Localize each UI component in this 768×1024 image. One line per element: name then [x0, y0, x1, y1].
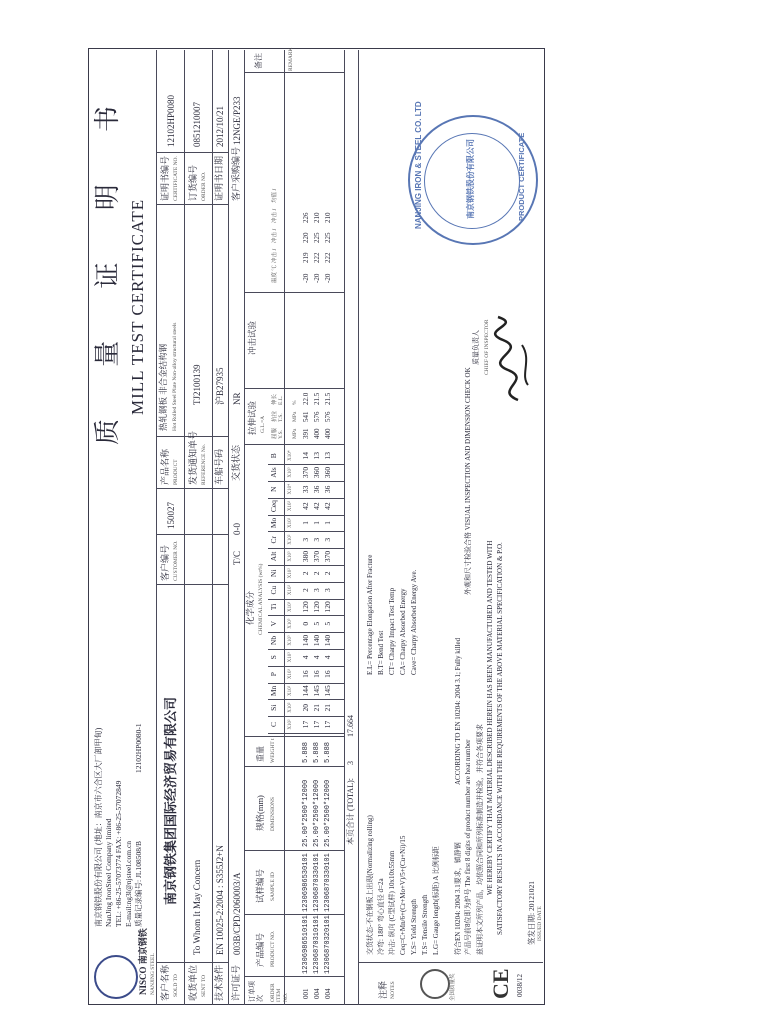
chem-value: 42 — [323, 502, 332, 510]
row-sample: 12306870330101 — [324, 853, 332, 912]
row-weight: 5.888 — [302, 741, 310, 763]
chem-value: 21 — [323, 703, 332, 712]
chem-value: 4 — [312, 655, 321, 660]
customer-no-label-en: CUSTOMER NO. — [173, 540, 179, 581]
row-ys: 391 — [302, 428, 310, 439]
approval-label: 许可证号 — [231, 964, 241, 1001]
row-impact-value: 226 — [302, 212, 310, 223]
chem-unit-header: X10² — [288, 719, 293, 730]
tensile-col-header: 伸长 E.L. — [272, 393, 285, 405]
logo-text: NISCO 南京钢铁 — [138, 928, 148, 995]
chem-unit-header: X10³ — [288, 669, 293, 680]
company-stamp-icon — [408, 101, 538, 245]
mill-test-certificate — [88, 45, 548, 1005]
row-impact-temp: -20 — [313, 273, 321, 283]
row-impact-value: 225 — [313, 232, 321, 243]
notes-label-en: NOTES — [390, 981, 396, 999]
chem-value: 120 — [301, 601, 310, 613]
product-no-label-en: PRODUCT NO. — [270, 930, 276, 967]
note-line: B.T= Bend Test — [377, 630, 385, 675]
sent-to-label-en: SENT TO — [201, 974, 207, 997]
impact-col-header: 冲击 J — [272, 248, 278, 263]
delivery-value: NR — [232, 392, 242, 405]
company-address: 南京钢铁股份有限公司 (地址：南京市六合区大厂卸甲甸) — [94, 727, 103, 927]
item-label-en: ORDER ITEM NO. — [270, 983, 289, 1002]
impact-label: 冲击试验 — [247, 320, 257, 355]
row-impact-temp: -20 — [324, 273, 332, 283]
chem-unit-header: X10² — [288, 501, 293, 512]
order-label: 订货编号 — [188, 164, 198, 201]
customer-no-value: 150027 — [166, 502, 176, 529]
cert-no-label-en: CERTIFICATE NO. — [173, 156, 179, 201]
chem-value: 14 — [301, 451, 310, 460]
chem-value: 36 — [312, 485, 321, 494]
weight-label-en: WEIGHT t — [270, 738, 276, 763]
chem-element-header: Alt — [269, 551, 278, 562]
product-label: 产品名称 — [160, 448, 170, 485]
chem-value: 13 — [312, 451, 321, 460]
chem-unit-header: X10⁴ — [288, 450, 293, 461]
chem-value: 144 — [301, 685, 310, 697]
row-item: 001 — [302, 988, 310, 999]
chem-value: 17 — [301, 720, 310, 729]
tc-value: 0-0 — [232, 523, 242, 535]
chem-value: 21 — [312, 703, 321, 712]
sent-to-value: To Whom It May Concern — [192, 859, 202, 955]
chem-element-header: P — [269, 672, 278, 677]
chem-label: 化学成分 — [245, 590, 255, 625]
note-line: 冷弯: 180° 弯心直径 d=2a — [377, 878, 385, 955]
chem-value: 140 — [301, 634, 310, 647]
chem-value: 120 — [323, 601, 332, 613]
chem-value: 3 — [301, 537, 310, 542]
note-line: CA= Charpy Absorbed Energy — [399, 588, 407, 675]
chem-value: 370 — [323, 550, 332, 563]
chem-unit-header: X10⁴ — [288, 484, 293, 495]
tensile-col-header: 抗拉 T.S. — [272, 410, 285, 422]
chem-value: 1 — [301, 521, 310, 525]
sold-to-value: 南京钢铁集团国际经济贸易有限公司 — [163, 696, 178, 905]
item-label: 订单项次 — [248, 981, 265, 1002]
chem-value: 5 — [323, 621, 332, 626]
chem-value: 360 — [312, 466, 321, 479]
dim-label-en: DIMENSIONS — [270, 797, 276, 831]
issue-value: 2012/10/21 — [215, 105, 225, 147]
chem-value: 36 — [323, 485, 332, 494]
note-line: L.G= Gauge length(标距) A 比例标距 — [432, 846, 440, 955]
row-impact-value: 222 — [313, 252, 321, 263]
chem-value: 17 — [312, 720, 321, 729]
chem-element-header: Nb — [269, 635, 278, 646]
lab-label: 全国质量奖 — [450, 973, 456, 1001]
chem-element-header: Mn — [269, 685, 278, 697]
chem-value: 370 — [312, 550, 321, 563]
chem-unit-header: X10² — [288, 534, 293, 545]
issued-date: 签发日期: 20121021 — [527, 881, 536, 945]
note-line: CT= Charpy Impact Test Temp — [388, 587, 396, 675]
chem-element-header: Ni — [269, 569, 278, 578]
row-product-no: 12306870320101 — [324, 915, 332, 974]
remark-label: 备注 — [254, 53, 263, 69]
spec-label: 技术条件 — [214, 964, 224, 1001]
chem-value: 370 — [301, 466, 310, 479]
chem-value: 4 — [323, 655, 332, 660]
row-el: 21.5 — [324, 392, 332, 405]
chem-element-header: N — [269, 486, 278, 493]
row-weight: 5.888 — [313, 741, 321, 763]
ce-number: 0038/12 — [516, 974, 524, 997]
cert-no-label: 证明书编号 — [160, 155, 170, 201]
row-el: 21.5 — [313, 392, 321, 405]
stamp-text: NANJING IRON & STEEL CO. LTD — [414, 101, 423, 229]
chem-unit-header: X10³ — [288, 551, 293, 562]
ref-value: TJ2100139 — [192, 364, 202, 405]
product-value: 热轧钢板 非合金结构钢 — [158, 343, 168, 431]
chem-element-header: V — [269, 621, 278, 627]
chem-element-header: Ti — [269, 603, 278, 611]
chem-value: 1 — [323, 521, 332, 525]
tensile-label-en: G.L.=A — [260, 415, 266, 433]
chem-value: 3 — [323, 537, 332, 542]
inspector-label-en: CHIEF OF INSPECTOR — [484, 319, 490, 375]
chem-unit-header: X10³ — [288, 635, 293, 646]
customer-contract-value: 12NGE/P233 — [232, 96, 242, 145]
company-tel: TEL: +86-25-57073774 FAX: +86-25-57072849 — [114, 780, 123, 927]
chem-value: 20 — [301, 703, 310, 712]
impact-col-header: 温度 ℃ — [272, 265, 278, 283]
chem-unit-header: X10² — [288, 585, 293, 596]
cert-no-value: 12102HP0080 — [166, 94, 176, 147]
chem-unit-header: X10³ — [288, 618, 293, 629]
chem-value: 145 — [312, 685, 321, 697]
chem-value: 16 — [323, 670, 332, 678]
notes-label: 注释 — [378, 980, 388, 999]
issue-label: 证明书日期 — [214, 155, 224, 201]
row-ts: 541 — [302, 411, 310, 422]
note-line: Y.S= Yield Strength — [410, 899, 418, 955]
chem-unit-header: X10² — [288, 568, 293, 579]
row-impact-value: 219 — [302, 252, 310, 263]
tensile-label: 拉伸试验 — [247, 400, 257, 435]
tc-label: T/C — [232, 550, 242, 565]
title-cn: 质 量 证 明 书 — [93, 83, 123, 445]
chem-value: 4 — [301, 655, 310, 660]
row-weight: 5.888 — [324, 741, 332, 763]
inspect-note: 外观和尺寸检验合格 VISUAL INSPECTION AND DIMENSION CHECK OK — [464, 367, 472, 595]
chem-element-header: Cu — [269, 585, 278, 595]
heat-no-note: 产品号前8位即为炉号 The first 8 digits of product number are heat number — [464, 739, 472, 955]
tensile-unit: MPa — [292, 411, 298, 422]
chem-value: 3 — [323, 588, 332, 592]
chem-value: 42 — [312, 502, 321, 510]
chem-value: 0 — [301, 621, 310, 626]
ref-label-en: REFERENCE No. — [201, 444, 207, 485]
product-no-label: 产品编号 — [255, 932, 265, 967]
note-line: Ceq=C+Mn/6+(Cr+Mo+V)/5+(Cu+Ni)/15 — [399, 835, 407, 955]
order-value: 0851210007 — [192, 102, 202, 147]
chem-unit-header: X10² — [288, 517, 293, 528]
remark-label-en: REMARK — [288, 47, 294, 71]
logo-sub: NANJING STEEL — [150, 953, 156, 995]
row-ys: 400 — [313, 428, 321, 439]
train-label: 车船号码 — [214, 448, 224, 485]
spec-value: EN 10025-2:2004 : S355J2+N — [215, 845, 225, 955]
total-label: 本页合计 (TOTAL): — [346, 778, 355, 845]
chem-element-header: Mo — [269, 517, 278, 529]
row-ts: 576 — [313, 411, 321, 422]
note-line: 冲击: 纵向 (C型试样) 10x10x55mm — [388, 850, 396, 955]
note-line: 交货状态-不在钢板上出现(Normalizing rolling) — [366, 815, 374, 955]
note-line: Cave= Charpy Absorbed Energy Ave. — [410, 569, 418, 675]
chem-unit-header: X10³ — [288, 652, 293, 663]
row-ys: 400 — [324, 428, 332, 439]
tensile-unit: MPa — [292, 428, 298, 439]
chem-value: 42 — [301, 502, 310, 510]
train-value: 沪B27935 — [215, 367, 225, 405]
chem-unit-header: X10³ — [288, 467, 293, 478]
issued-date-en: ISSUED DATE — [537, 906, 543, 941]
order-label-en: ORDER NO. — [201, 171, 207, 201]
approval-value: 003B/CPD/2060003/A — [232, 872, 242, 955]
cert-code: 12102HP0080-1 — [134, 723, 143, 773]
row-impact-value: 225 — [324, 232, 332, 243]
ref-label: 发货通知单号 — [188, 430, 198, 485]
chem-element-header: Ceq — [269, 500, 278, 513]
impact-col-header: 均值 J — [272, 188, 278, 203]
total-weight: 17.664 — [346, 715, 355, 737]
product-value-en: Hot Rolled Steel Plate Non-alloy structural steels — [172, 322, 178, 431]
chem-value: 5 — [312, 621, 321, 626]
row-product-no: 12306870310101 — [313, 915, 321, 974]
ce-mark-icon: CE — [488, 968, 513, 999]
row-el: 22.0 — [302, 392, 310, 405]
chem-label-en: CHEMICAL ANALYSIS (wt%) — [258, 563, 264, 635]
chem-value: 17 — [323, 720, 332, 729]
stamp-bottom: PRODUCT CERTIFICATE — [517, 132, 526, 221]
customer-no-label: 客户编号 — [160, 544, 170, 581]
chem-value: 140 — [312, 634, 321, 647]
chem-value: 360 — [323, 466, 332, 479]
chem-unit-header: X10³ — [288, 601, 293, 612]
row-impact-value: 210 — [313, 212, 321, 223]
note-line: E.L= Percentage Elongation After Fracture — [366, 554, 374, 675]
chem-value: 1 — [312, 521, 321, 525]
tensile-unit: % — [292, 400, 298, 405]
chem-value: 145 — [323, 685, 332, 697]
chem-element-header: C — [269, 722, 278, 728]
certify-en-1: WE HEREBY CERTIFY THAT MATERIAL DESCRIBED HEREIN HAS BEEN MANUFACTURED AND TESTED WITH — [486, 540, 494, 895]
row-item: 004 — [324, 988, 332, 999]
note-line: T.S= Tensile Strength — [421, 894, 429, 955]
chem-value: 2 — [312, 571, 321, 576]
impact-col-header: 冲击 J — [272, 228, 278, 243]
company-name-en: NanJing IronSteel Company limited — [104, 818, 113, 927]
row-item: 004 — [313, 988, 321, 999]
chem-value: 33 — [301, 485, 310, 494]
weight-label: 重量 — [256, 746, 265, 762]
certify-cn: 兹证明本文所列产品，均依照合同和所列标准制造并检验，并符合各项要求 — [476, 724, 484, 955]
sample-label-en: SAMPLE ID — [270, 872, 276, 901]
tensile-col-header: 屈服 Y.S. — [272, 427, 285, 439]
chem-value: 13 — [323, 451, 332, 460]
chem-value: 2 — [301, 588, 310, 592]
chem-unit-header: X10² — [288, 702, 293, 713]
row-sample: 12306986530101 — [302, 853, 310, 912]
dim-label: 规格(mm) — [255, 795, 265, 831]
quality-award-icon — [420, 969, 450, 999]
total-count: 3 — [346, 761, 355, 765]
chem-value: 3 — [312, 588, 321, 592]
chem-element-header: B — [269, 453, 278, 459]
sold-to-label-en: SOLD TO — [173, 974, 179, 997]
chem-element-header: Si — [269, 704, 278, 711]
chem-value: 120 — [312, 601, 321, 613]
chem-value: 16 — [301, 670, 310, 678]
nisco-logo-icon — [94, 955, 138, 999]
chem-value: 380 — [301, 550, 310, 563]
customer-contract-label: 客户采购编号 — [231, 146, 241, 201]
inspector-label: 质量负责人 — [472, 330, 480, 365]
row-impact-value: 210 — [324, 212, 332, 223]
row-impact-value: 220 — [302, 232, 310, 243]
chem-value: 2 — [301, 571, 310, 576]
row-sample: 12306870330101 — [313, 853, 321, 912]
chem-element-header: Als — [269, 467, 278, 478]
row-product-no: 12306986510101 — [302, 915, 310, 974]
chem-unit-header: X10² — [288, 685, 293, 696]
row-dimensions: 25.00*2500*12000 — [302, 779, 310, 847]
row-ts: 576 — [324, 411, 332, 422]
row-impact-value: 222 — [324, 252, 332, 263]
certify-en-2: SATISFACTORY RESULTS IN ACCORDANCE WITH THE REQUIREMENTS OF THE ABOVE MATERIAL SPECIFICATION & P.O. — [496, 542, 504, 935]
product-label-en: PRODUCT — [173, 459, 179, 485]
sample-label: 试样编号 — [255, 868, 265, 903]
chem-element-header: S — [269, 655, 278, 660]
chem-value: 16 — [312, 670, 321, 678]
row-impact-temp: -20 — [302, 273, 310, 283]
delivery-label: 交货状态 — [231, 444, 241, 481]
company-email: E-mail:ng3l@njsteel.com.cn — [124, 840, 133, 927]
row-dimensions: 25.00*2500*12000 — [324, 779, 332, 847]
sent-to-label: 收货单位 — [188, 964, 198, 1001]
chem-element-header: Cr — [269, 535, 278, 544]
chem-value: 2 — [323, 571, 332, 576]
title-en: MILL TEST CERTIFICATE — [128, 198, 147, 415]
impact-col-header: 冲击 J — [272, 208, 278, 223]
quality-record-no: 质量记录编号: JL108508/B — [134, 840, 143, 927]
sold-to-label: 客户名称 — [160, 964, 170, 1001]
row-dimensions: 25.00*2500*12000 — [313, 779, 321, 847]
killed-cn: 符合EN 10204: 2004 3.1要求，镇静钢 — [454, 842, 462, 955]
stamp-center: 南京钢铁股份有限公司 — [466, 139, 475, 219]
chem-value: 3 — [312, 537, 321, 542]
chem-value: 140 — [323, 634, 332, 647]
signature-icon — [488, 315, 538, 405]
killed-en: ACCORDING TO EN 10204: 2004 3.1; Fully killed — [454, 637, 462, 785]
